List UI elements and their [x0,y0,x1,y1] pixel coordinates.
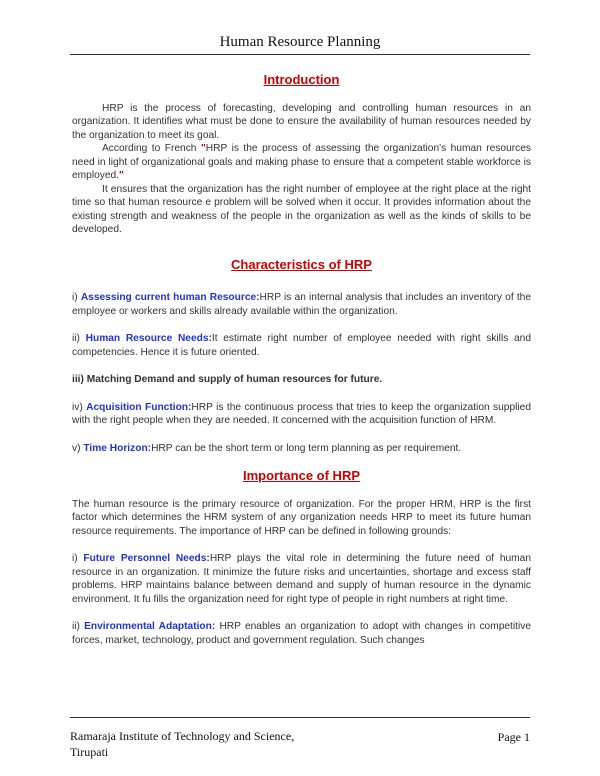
footer-institute-line-2: Tirupati [70,745,109,759]
intro-paragraph-1: HRP is the process of forecasting, developing and controlling human resources in an organization. It identifies what must be done to ensure the availability of human resources needed by the organization to meet its goal. [72,102,531,141]
item-label: Assessing current human Resource: [80,292,260,303]
characteristic-item-5 [72,442,531,456]
introduction-heading: Introduction [263,72,340,87]
importance-item-2 [72,620,531,647]
item-text: HRP plays the vital role in determining the future need of human resource in an organization. It minimize the future risks and uncertainties, shortage and excess staff problems. HRP maintains balance between demand and supply of human resource in the dynamic environment. It fu fills the organization need for right type of people in right numbers at right time. [72,553,531,605]
footer-institute [70,728,294,760]
footer-rule [70,717,530,718]
footer-institute-line-1: Ramaraja Institute of Technology and Science, [70,729,295,743]
item-text: Matching Demand and supply of human resources for future. [86,374,383,385]
intro-quote-lead: According to French [102,143,201,154]
importance-item-1 [72,552,531,606]
characteristics-heading: Characteristics of HRP [231,256,372,272]
page-header-title: Human Resource Planning [219,34,381,50]
characteristic-item-3 [72,373,531,387]
item-text: HRP is the continuous process that tries to keep the organization supplied with the right people when they are needed. It concerned with the acquisition function of HRM. [72,401,531,426]
item-label: Acquisition Function: [86,401,192,413]
importance-heading: Importance of HRP [242,468,360,483]
item-number: iv) [72,401,83,413]
item-number: ii) [72,621,80,632]
quote-mark-open: " [200,143,206,154]
item-number: v) [72,442,81,454]
item-number: i) [72,553,78,564]
item-label: Future Personnel Needs: [83,553,210,564]
item-text: HRP enables an organization to adopt with changes in competitive forces, market, technology, product and government regulation. Such changes [72,621,531,646]
importance-intro: The human resource is the primary resource of organization. For the proper HRM, HRP is the first factor which determines the HRM system of any organization needs HRP to meet its future human resource requirements. The importance of HRP can be defined in following grounds: [72,498,531,537]
intro-paragraph-2 [72,142,531,183]
characteristic-item-4 [72,401,531,428]
intro-paragraph-3: It ensures that the organization has the right number of employee at the right place at the right time so that human resource e problem will be solved when it occur. It provides information about the existing strength and weakness of the people in the organization as well as the kinds of skills to be developed. [72,183,531,235]
characteristic-item-2 [72,332,531,359]
page-number: Page 1 [497,730,530,744]
item-number: ii) [72,333,80,344]
item-text: It estimate right number of employee needed with right skills and competencies. Hence it is future oriented. [72,333,531,358]
item-label: Environmental Adaptation: [84,621,216,632]
quote-mark-close: " [119,170,124,181]
item-label: Human Resource Needs: [85,333,212,344]
french-definition: HRP is the process of assessing the organization's human resources need in light of organizational goals and making phase to ensure that a competent stable workforce is employed. [72,143,532,181]
item-label: Time Horizon: [83,442,152,454]
document-body [72,70,531,647]
characteristic-item-1 [72,291,531,318]
item-number: iii) [72,374,84,385]
item-text: HRP can be the short term or long term planning as per requirement. [151,442,462,454]
item-text: HRP is an internal analysis that includes an inventory of the employee or workers and skills already available within the organization. [72,292,531,317]
item-number: i) [72,292,78,303]
header-rule [70,54,530,55]
